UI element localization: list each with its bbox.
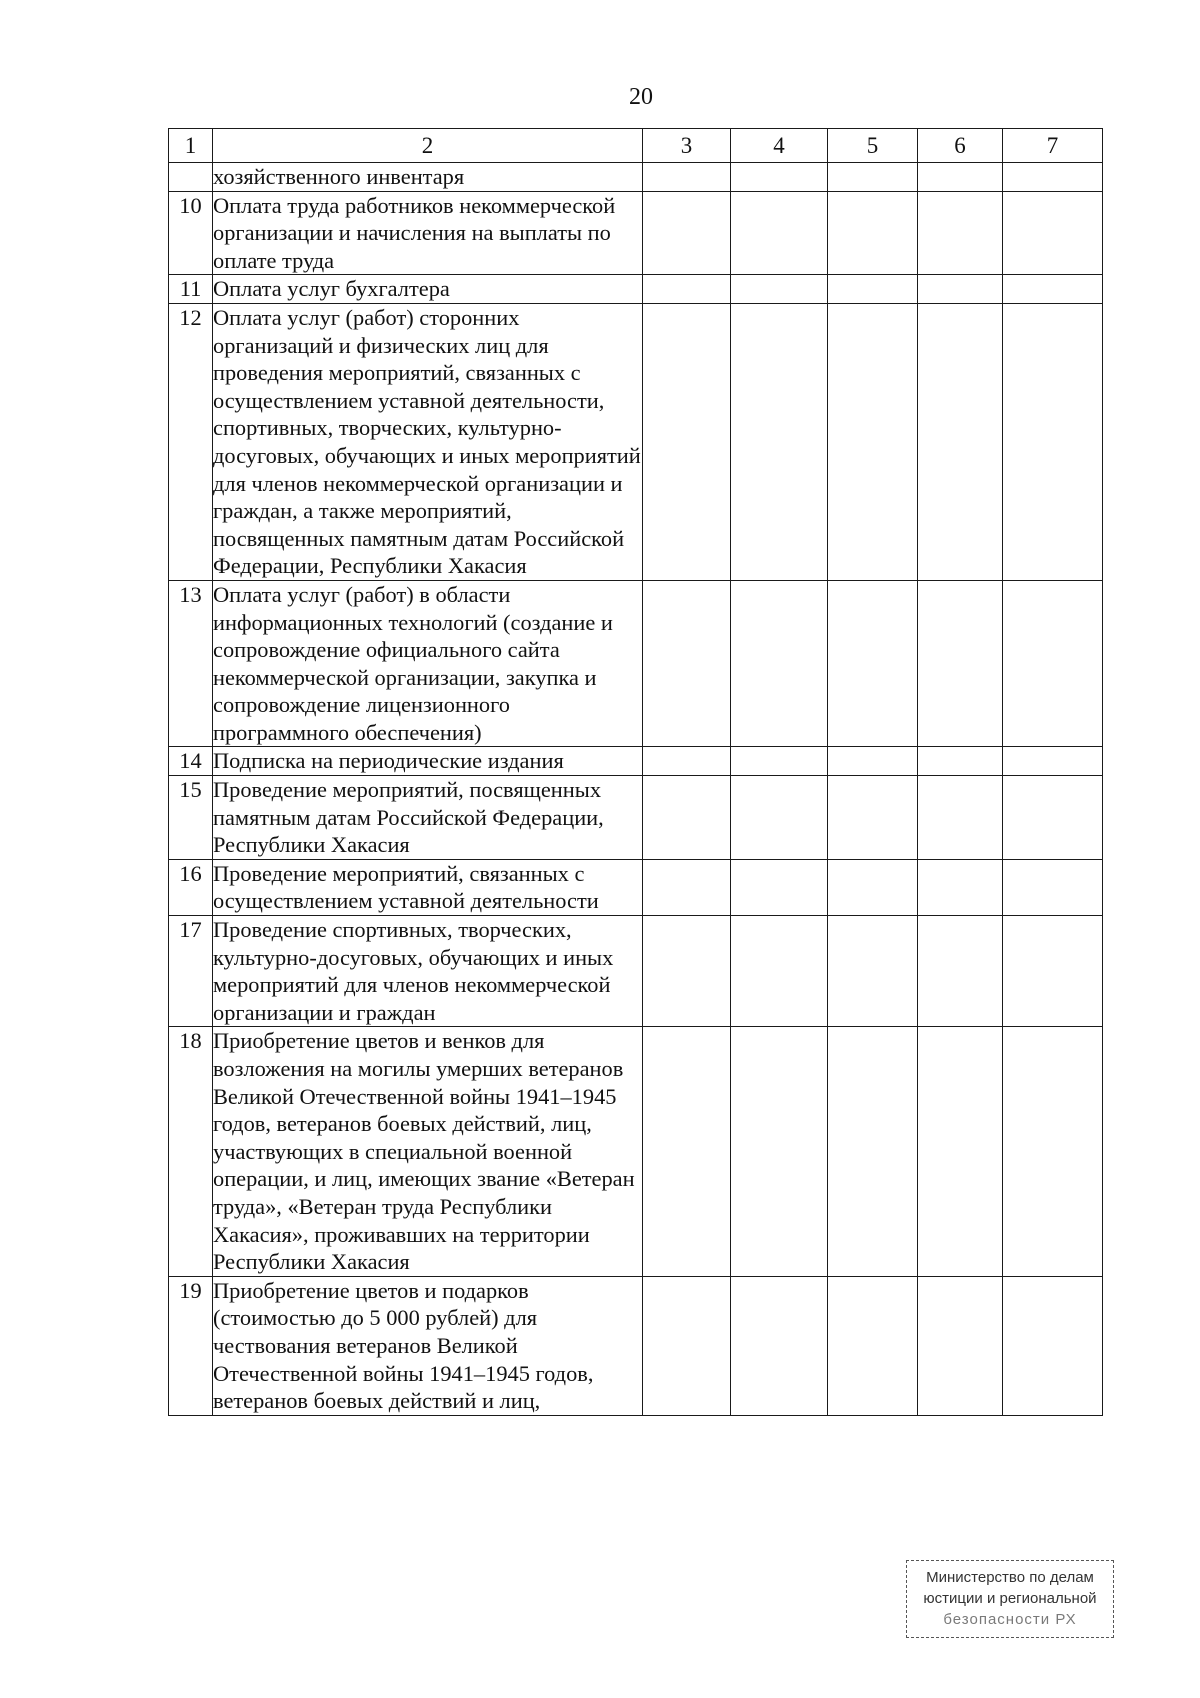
value-cell xyxy=(643,303,731,580)
row-description: Оплата услуг (работ) в области информационных технологий (создание и сопровождение официального сайта некоммерческой организации, закупка и сопровождение лицензионного программного обеспечения) xyxy=(213,580,643,747)
value-cell xyxy=(643,275,731,304)
column-header-7: 7 xyxy=(1003,129,1103,163)
stamp-line-2: юстиции и региональной xyxy=(923,1590,1097,1607)
value-cell xyxy=(918,163,1003,192)
row-description: Проведение мероприятий, посвященных памятным датам Российской Федерации, Республики Хакасия xyxy=(213,776,643,860)
value-cell xyxy=(828,1276,918,1415)
column-header-1: 1 xyxy=(169,129,213,163)
row-number: 19 xyxy=(169,1276,213,1415)
row-number: 15 xyxy=(169,776,213,860)
table-row xyxy=(169,163,1103,192)
row-number: 11 xyxy=(169,275,213,304)
row-number: 10 xyxy=(169,191,213,275)
row-number: 18 xyxy=(169,1027,213,1276)
value-cell xyxy=(918,275,1003,304)
value-cell xyxy=(918,191,1003,275)
row-description: Оплата услуг бухгалтера xyxy=(213,275,643,304)
table-row xyxy=(169,191,1103,275)
row-description: Приобретение цветов и венков для возложения на могилы умерших ветеранов Великой Отечественной войны 1941–1945 годов, ветеранов боевых действий, лиц, участвующих в специальной военной операции, и лиц, имеющих звание «Ветеран труда», «Ветеран труда Республики Хакасия», проживавших на территории Республики Хакасия xyxy=(213,1027,643,1276)
value-cell xyxy=(1003,163,1103,192)
stamp-line-3: безопасности РХ xyxy=(943,1611,1077,1628)
value-cell xyxy=(828,163,918,192)
row-number: 16 xyxy=(169,859,213,915)
row-description: хозяйственного инвентаря xyxy=(213,163,643,192)
value-cell xyxy=(918,747,1003,776)
value-cell xyxy=(918,916,1003,1027)
value-cell xyxy=(1003,747,1103,776)
value-cell xyxy=(828,275,918,304)
value-cell xyxy=(731,1276,828,1415)
value-cell xyxy=(828,580,918,747)
row-number: 12 xyxy=(169,303,213,580)
value-cell xyxy=(918,303,1003,580)
expense-table xyxy=(168,128,1103,1416)
value-cell xyxy=(1003,191,1103,275)
column-header-6: 6 xyxy=(918,129,1003,163)
value-cell xyxy=(643,1027,731,1276)
row-description: Приобретение цветов и подарков (стоимостью до 5 000 рублей) для чествования ветеранов Великой Отечественной войны 1941–1945 годов, ветеранов боевых действий и лиц, xyxy=(213,1276,643,1415)
value-cell xyxy=(828,191,918,275)
value-cell xyxy=(643,859,731,915)
value-cell xyxy=(918,1027,1003,1276)
table-row xyxy=(169,303,1103,580)
value-cell xyxy=(918,859,1003,915)
value-cell xyxy=(731,1027,828,1276)
value-cell xyxy=(828,916,918,1027)
value-cell xyxy=(918,580,1003,747)
row-number xyxy=(169,163,213,192)
value-cell xyxy=(731,191,828,275)
value-cell xyxy=(643,776,731,860)
value-cell xyxy=(1003,916,1103,1027)
value-cell xyxy=(828,776,918,860)
table-row xyxy=(169,916,1103,1027)
row-description: Проведение мероприятий, связанных с осуществлением уставной деятельности xyxy=(213,859,643,915)
row-description: Оплата услуг (работ) сторонних организаций и физических лиц для проведения мероприятий, связанных с осуществлением уставной деятельности, спортивных, творческих, культурно-досуговых, обучающих и иных мероприятий для членов некоммерческой организации и граждан, а также мероприятий, посвященных памятным датам Российской Федерации, Республики Хакасия xyxy=(213,303,643,580)
value-cell xyxy=(731,303,828,580)
value-cell xyxy=(1003,1276,1103,1415)
table-row xyxy=(169,859,1103,915)
table-row xyxy=(169,275,1103,304)
table-row xyxy=(169,580,1103,747)
column-header-3: 3 xyxy=(643,129,731,163)
value-cell xyxy=(1003,859,1103,915)
value-cell xyxy=(1003,1027,1103,1276)
row-description: Проведение спортивных, творческих, культурно-досуговых, обучающих и иных мероприятий для членов некоммерческой организации и граждан xyxy=(213,916,643,1027)
table-row xyxy=(169,1276,1103,1415)
value-cell xyxy=(643,191,731,275)
value-cell xyxy=(1003,303,1103,580)
value-cell xyxy=(731,747,828,776)
value-cell xyxy=(643,163,731,192)
value-cell xyxy=(731,776,828,860)
value-cell xyxy=(643,580,731,747)
value-cell xyxy=(828,747,918,776)
page-number: 20 xyxy=(629,84,653,110)
row-number: 13 xyxy=(169,580,213,747)
row-number: 14 xyxy=(169,747,213,776)
row-description: Оплата труда работников некоммерческой организации и начисления на выплаты по оплате труда xyxy=(213,191,643,275)
value-cell xyxy=(1003,275,1103,304)
value-cell xyxy=(828,1027,918,1276)
value-cell xyxy=(731,163,828,192)
row-description: Подписка на периодические издания xyxy=(213,747,643,776)
table-row xyxy=(169,1027,1103,1276)
row-number: 17 xyxy=(169,916,213,1027)
value-cell xyxy=(828,859,918,915)
value-cell xyxy=(1003,580,1103,747)
value-cell xyxy=(731,859,828,915)
ministry-stamp xyxy=(906,1560,1114,1638)
table-row xyxy=(169,747,1103,776)
table-header-row xyxy=(169,129,1103,163)
value-cell xyxy=(731,275,828,304)
column-header-4: 4 xyxy=(731,129,828,163)
value-cell xyxy=(918,776,1003,860)
column-header-5: 5 xyxy=(828,129,918,163)
stamp-line-1: Министерство по делам xyxy=(926,1569,1094,1586)
value-cell xyxy=(1003,776,1103,860)
value-cell xyxy=(643,747,731,776)
column-header-2: 2 xyxy=(213,129,643,163)
table-row xyxy=(169,776,1103,860)
value-cell xyxy=(643,916,731,1027)
value-cell xyxy=(828,303,918,580)
value-cell xyxy=(731,580,828,747)
value-cell xyxy=(643,1276,731,1415)
value-cell xyxy=(918,1276,1003,1415)
value-cell xyxy=(731,916,828,1027)
